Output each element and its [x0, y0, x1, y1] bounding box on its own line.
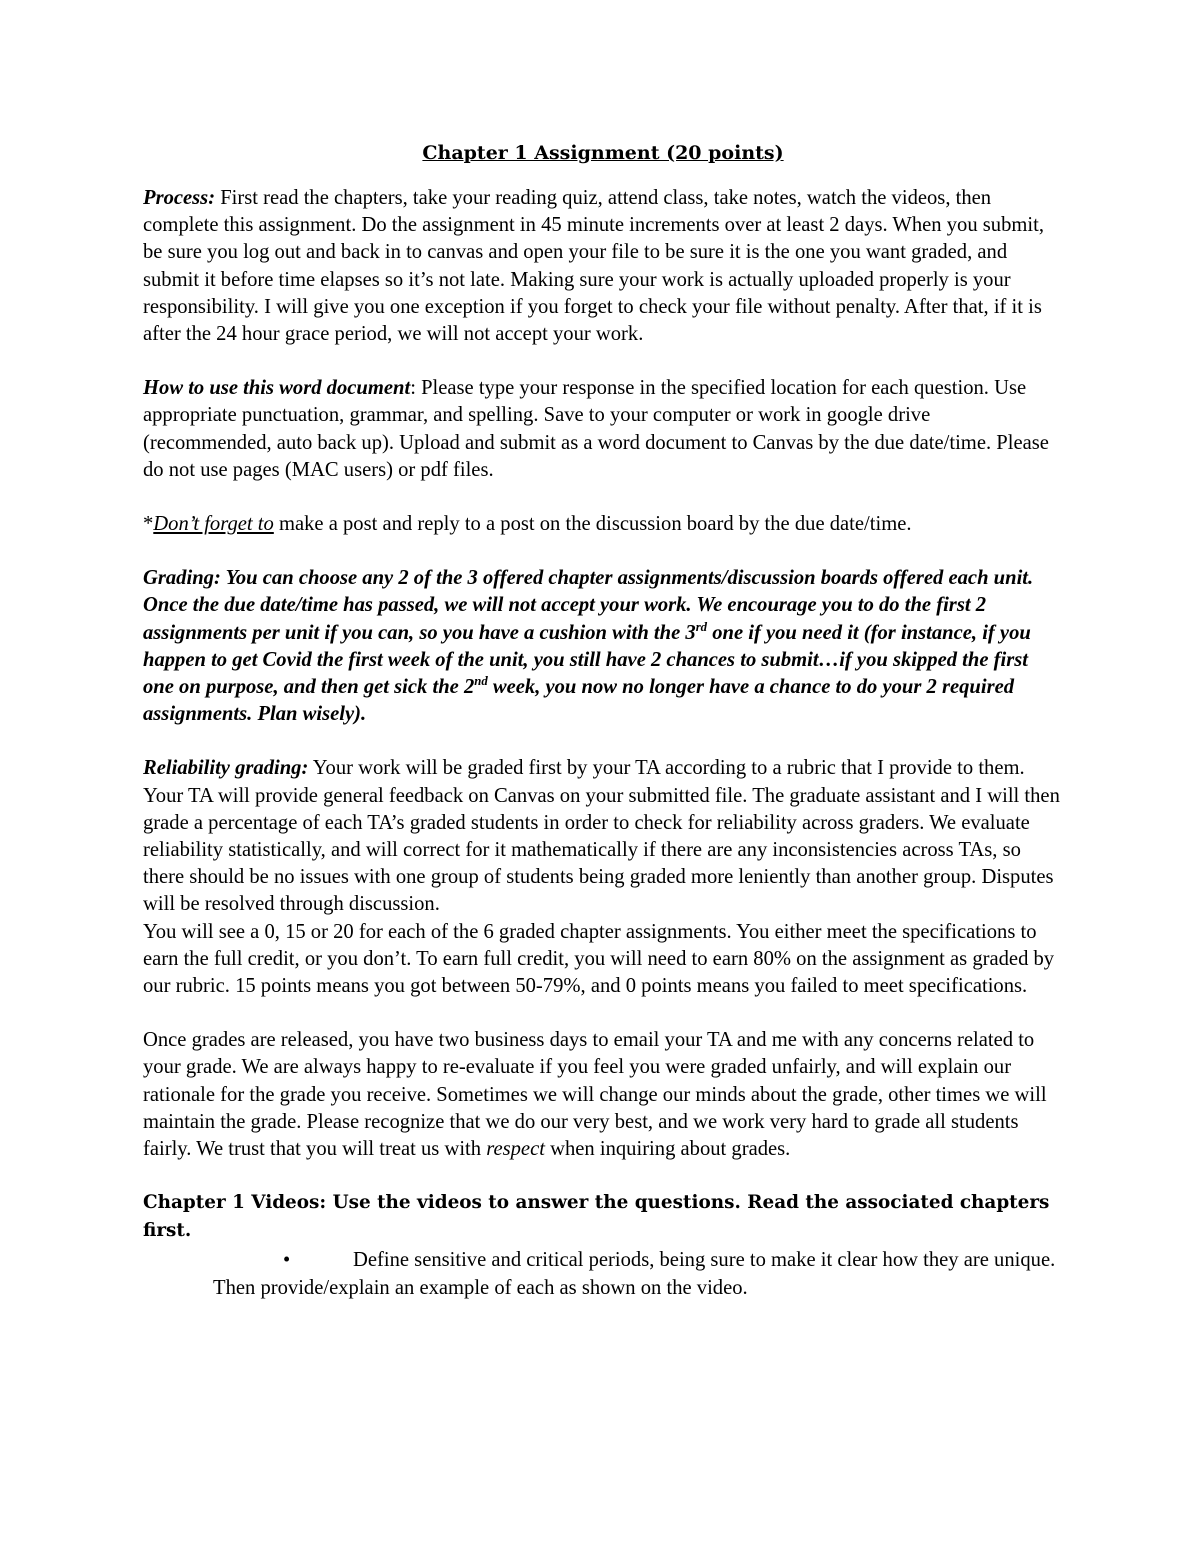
grading-paragraph — [143, 565, 1063, 728]
grading-text-1: Grading: You can choose any 2 of the 3 offered chapter assignments/discussion boards offered each unit. Once the due date/time has passed, we will not accept your work. We encourage you to do the first 2 assignments per unit if you can, so you have a cushion with the 3 — [143, 567, 1034, 644]
grades-released-text: Once grades are released, you have two business days to email your TA and me with any concerns related to your grade. We are always happy to re-evaluate if you feel you were graded unfairly, and will explain our rationale for the grade you receive. Sometimes we will change our minds about the grade, other times we will maintain the grade. Please recognize that we do our very best, and we work very hard to grade all students fairly. We trust that you will treat us with — [143, 1029, 1047, 1161]
reliability-label: Reliability grading: — [143, 757, 309, 780]
document-page — [143, 140, 1063, 1302]
reminder-paragraph — [143, 511, 1063, 538]
grading-superscript-rd: rd — [695, 619, 708, 634]
how-to-paragraph — [143, 375, 1063, 484]
process-paragraph — [143, 185, 1063, 348]
grading-superscript-nd: nd — [474, 674, 488, 689]
reminder-emphasis: Don’t forget to — [153, 513, 274, 536]
videos-heading: Chapter 1 Videos: Use the videos to answer the questions. Read the associated chapters first. — [143, 1192, 1050, 1242]
reminder-star: * — [143, 513, 154, 536]
bullet-item-text: Define sensitive and critical periods, being sure to make it clear how they are unique. Then provide/explain an example of each as shown on the video. — [213, 1249, 1056, 1299]
scores-paragraph: You will see a 0, 15 or 20 for each of the 6 graded chapter assignments. You either meet the specifications to earn the full credit, or you don’t. To earn full credit, you will need to earn 80% on the assignment as graded by our rubric. 15 points means you got between 50-79%, and 0 points means you failed to meet specifications. — [143, 920, 1055, 998]
document-title: Chapter 1 Assignment (20 points) — [422, 142, 784, 164]
bullet-icon: • — [283, 1249, 291, 1272]
how-to-label: How to use this word document — [143, 377, 411, 400]
videos-bullet-item — [143, 1247, 1063, 1301]
process-label: Process: — [143, 187, 216, 209]
reliability-text: Your work will be graded first by your TA according to a rubric that I provide to them. Your TA will provide general feedback on Canvas on your submitted file. The graduate assistant and I will then grade a percentage of each TA’s graded students in order to check for reliability across graders. We evaluate reliability statistically, and will correct for it mathematically if there are any inconsistencies across TAs, so there should be no issues with one group of students being graded more leniently than another group. Disputes will be resolved through discussion. — [143, 757, 1060, 916]
grades-released-paragraph — [143, 1027, 1063, 1163]
grades-released-end: when inquiring about grades. — [544, 1138, 791, 1161]
reminder-text: make a post and reply to a post on the discussion board by the due date/time. — [273, 513, 912, 536]
grading-text-2: one if you need it (for instance, if you happen to get Covid the first week of the unit, you still have 2 chances to submit…if you skipped the first one on purpose, and then get sick the 2 — [143, 621, 1031, 699]
process-text: First read the chapters, take your reading quiz, attend class, take notes, watch the videos, then complete this assignment. Do the assignment in 45 minute increments over at least 2 days. When you submit, be sure you log out and back in to canvas and open your file to be sure it is the one you want graded, and submit it before time elapses so it’s not late. Making sure your work is actually uploaded properly is your responsibility. I will give you one exception if you forget to check your file without penalty. After that, if it is after the 24 hour grace period, we will not accept your work. — [143, 187, 1045, 346]
how-to-text: : Please type your response in the specified location for each question. Use appropriate punctuation, grammar, and spelling. Save to your computer or work in google drive (recommended, auto back up). Upload and submit as a word document to Canvas by the due date/time. Please do not use pages (MAC users) or pdf files. — [143, 377, 1049, 481]
grades-released-italic: respect — [486, 1138, 545, 1161]
grading-text-3: week, you now no longer have a chance to do your 2 required assignments. Plan wisely). — [143, 676, 1015, 726]
reliability-paragraph — [143, 755, 1063, 918]
